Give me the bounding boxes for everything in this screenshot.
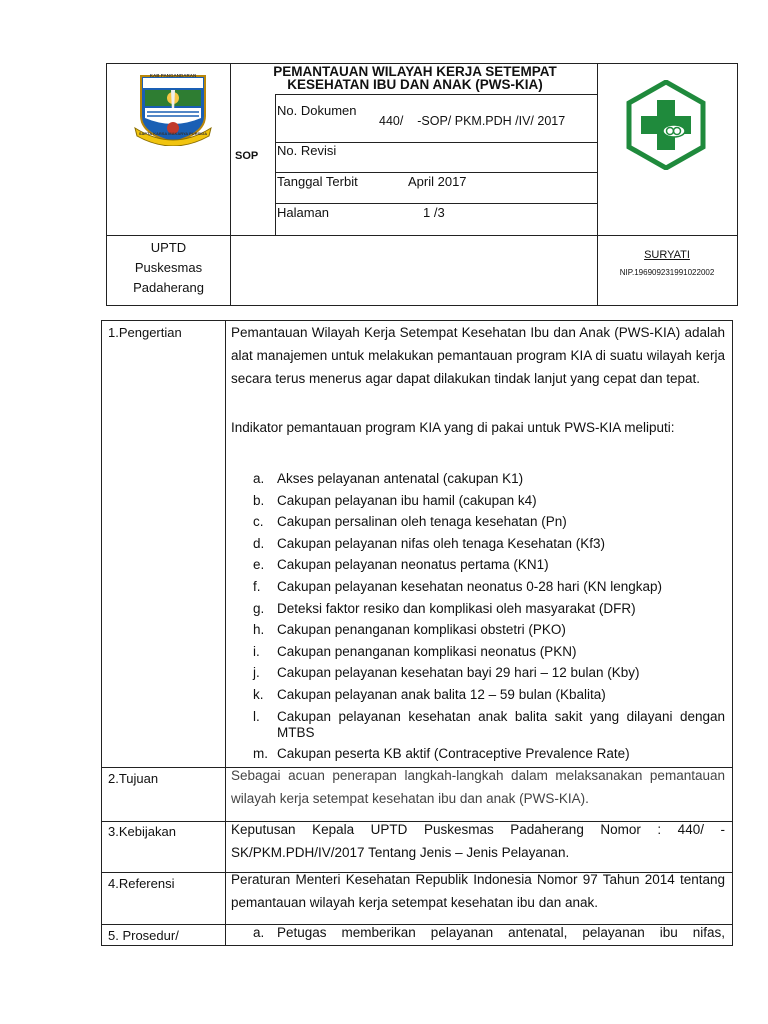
doc-number-value: 440/ -SOP/ PKM.PDH /IV/ 2017 [379,114,566,128]
puskesmas-logo-icon [621,80,711,170]
list-item: a. Akses pelayanan antenatal (cakupan K1) [253,471,524,486]
list-item: c. Cakupan persalinan oleh tenaga kesehatan (Pn) [253,514,567,530]
prosedur-item-text: Petugas memberikan pelayanan antenatal, pelayanan ibu nifas, [277,925,725,940]
page-value: 1 /3 [423,205,445,220]
emblem-caption-bottom: SAPTA KARSA MAKARYA PURSIDA [138,131,208,136]
issue-date-label: Tanggal Terbit [277,174,358,189]
list-item: e. Cakupan pelayanan neonatus pertama (KN1) [253,557,549,573]
section-label-prosedur: 5. Prosedur/ [108,928,179,943]
section-label-tujuan: 2.Tujuan [108,771,159,786]
revision-label: No. Revisi [277,143,337,158]
org-line-1: UPTD [150,240,187,255]
document-title [231,64,599,91]
list-item: k. Cakupan pelayanan anak balita 12 – 59 bulan (Kbalita) [253,686,606,702]
list-item: d. Cakupan pelayanan nifas oleh tenaga Kesehatan (Kf3) [253,535,605,551]
pengertian-paragraph-1: Pemantauan Wilayah Kerja Setempat Kesehatan Ibu dan Anak (PWS-KIA) adalah alat manajemen untuk melakukan pemantauan program KIA di suatu wilayah kerja secara terus menerus agar dapat dilakukan tindak lanjut yang cepat dan tepat. [231,325,725,386]
list-item: l. Cakupan pelayanan kesehatan anak balita sakit yang dilayani dengan MTBS [253,708,725,740]
prosedur-item [253,925,725,944]
sop-content-table [101,320,733,946]
doc-number-label: No. Dokumen [277,103,357,118]
sop-label: SOP [235,150,259,162]
signer-name: SURYATI [644,249,690,261]
title-line-1: PEMANTAUAN WILAYAH KERJA SETEMPAT [273,64,557,79]
section-label-referensi: 4.Referensi [108,876,175,891]
sop-header-table [106,63,738,306]
list-item: b. Cakupan pelayanan ibu hamil (cakupan k4) [253,492,537,508]
list-item: g. Deteksi faktor resiko dan komplikasi oleh masyarakat (DFR) [253,600,636,616]
emblem-caption-top: KAB PANGANDARAN [149,73,197,78]
pengertian-paragraph-2: Indikator pemantauan program KIA yang di pakai untuk PWS-KIA meliputi: [231,420,675,435]
list-item: i. Cakupan penanganan komplikasi neonatus (PKN) [253,643,577,659]
tujuan-text: Sebagai acuan penerapan langkah-langkah dalam melaksanakan pemantauan wilayah kerja setempat kesehatan ibu dan anak (PWS-KIA). [231,768,725,806]
org-line-2: Puskesmas [134,260,203,275]
issue-date-value: April 2017 [408,174,467,189]
prosedur-item-marker: a. [253,925,265,940]
list-item: f. Cakupan pelayanan kesehatan neonatus 0-28 hari (KN lengkap) [253,578,663,594]
signer-nip: NIP.196909231991022002 [619,268,715,277]
organization-name [107,236,230,298]
title-line-2: KESEHATAN IBU DAN ANAK (PWS-KIA) [287,77,543,92]
page-label: Halaman [277,205,330,220]
section-label-kebijakan: 3.Kebijakan [108,824,176,839]
section-label-pengertian: 1.Pengertian [108,325,182,340]
list-item: m. Cakupan peserta KB aktif (Contraceptive Prevalence Rate) [253,745,630,761]
referensi-text: Peraturan Menteri Kesehatan Republik Indonesia Nomor 97 Tahun 2014 tentang pemantauan wilayah kerja setempat kesehatan ibu dan anak. [231,872,725,910]
org-line-3: Padaherang [133,280,204,295]
list-item: h. Cakupan penanganan komplikasi obstetri (PKO) [253,622,566,638]
list-item: j. Cakupan pelayanan kesehatan bayi 29 hari – 12 bulan (Kby) [253,665,640,681]
kebijakan-text: Keputusan Kepala UPTD Puskesmas Padaherang Nomor : 440/ - SK/PKM.PDH/IV/2017 Tentang Jenis – Jenis Pelayanan. [231,822,725,860]
indicator-list [253,471,725,767]
